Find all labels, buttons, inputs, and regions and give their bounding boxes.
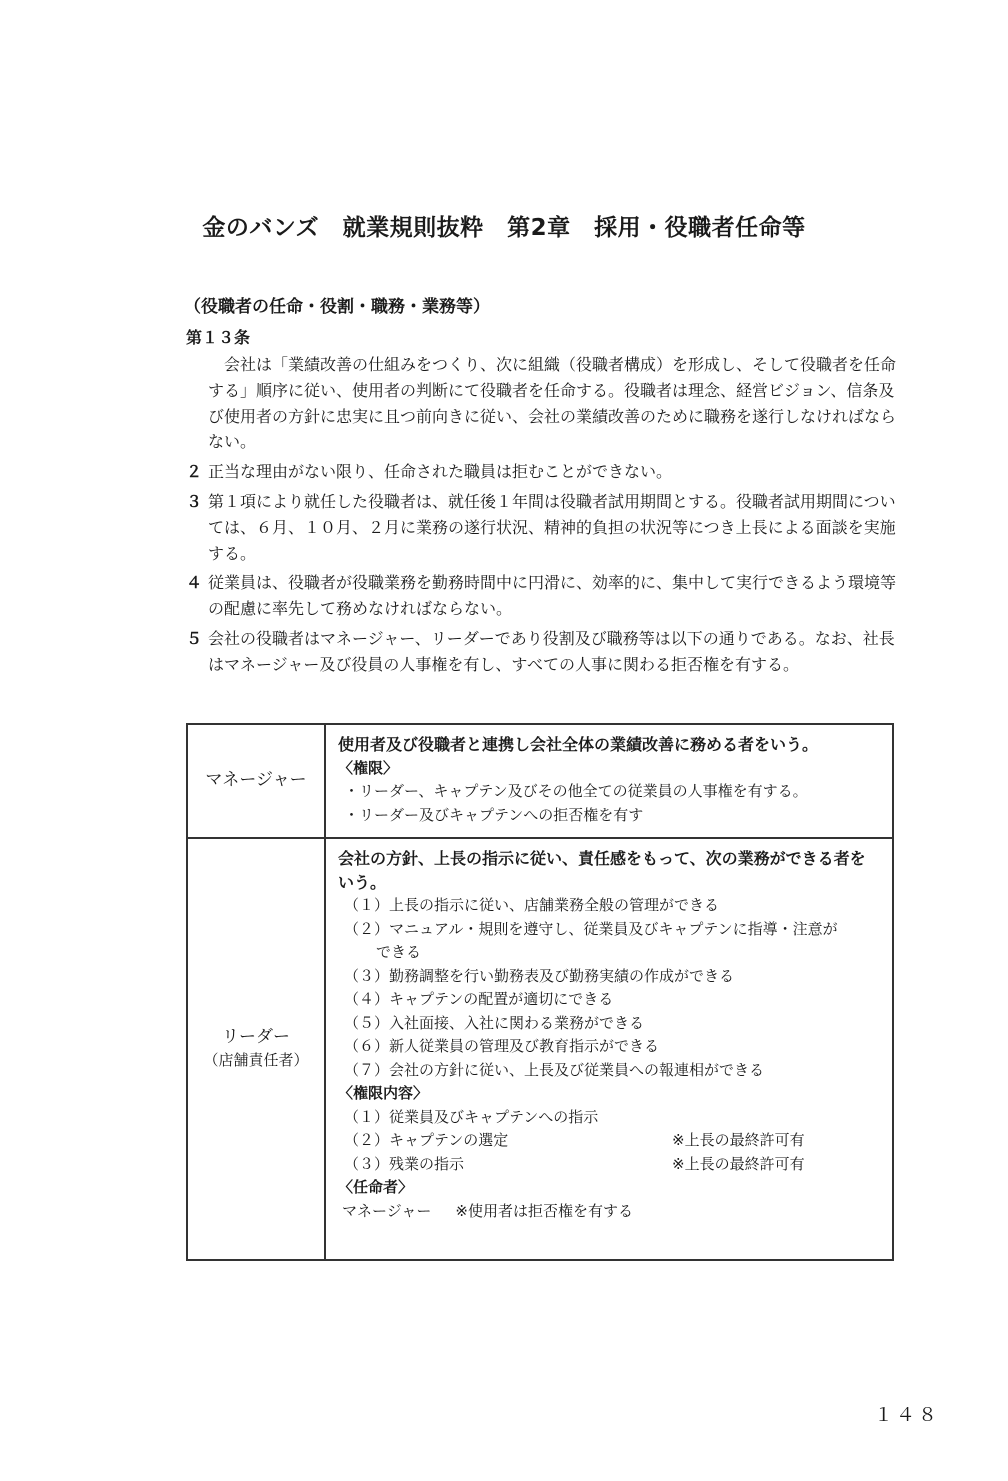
section-heading: （役職者の任命・役割・職務・業務等） [184, 297, 490, 317]
leader-authority-label: 〈権限内容〉 [338, 1084, 429, 1102]
clause-number: ２ [186, 462, 203, 482]
clause-list [186, 352, 898, 682]
manager-row [187, 724, 893, 838]
page-title: 金のバンズ 就業規則抜粋 第2章 採用・役職者任命等 [202, 215, 806, 241]
leader-name: リーダー [222, 1026, 290, 1047]
clause-number: ３ [186, 491, 203, 511]
manager-name: マネージャー [205, 770, 307, 791]
leader-description: 会社の方針、上長の指示に従い、責任感をもって、次の業務ができる者をいう。 [338, 849, 866, 892]
clause-4 [186, 570, 898, 622]
clause-text: 会社の役職者はマネージャー、リーダーであり役割及び職務等は以下の通りである。なお、社長はマネージャー及び役員の人事権を有し、すべての人事に関わる拒否権を有する。 [208, 628, 895, 674]
leader-duty-item: （３）勤務調整を行い勤務表及び勤務実績の作成ができる [344, 966, 735, 985]
leader-authority-item: （１）従業員及びキャプテンへの指示 [344, 1107, 599, 1126]
manager-name-cell [187, 724, 325, 838]
appointer-note: ※使用者は拒否権を有する [455, 1201, 633, 1220]
clause-1 [186, 352, 898, 455]
leader-duty-item: （５）入社面接、入社に関わる業務ができる [344, 1013, 645, 1032]
manager-desc-cell [325, 724, 893, 838]
clause-number: ４ [186, 573, 203, 593]
clause-text: 正当な理由がない限り、任命された職員は拒むことができない。 [208, 462, 673, 482]
appointer-name: マネージャー [342, 1201, 432, 1220]
leader-row [187, 838, 893, 1260]
leader-desc-cell [325, 838, 893, 1260]
clause-3 [186, 489, 898, 566]
spacer [338, 1223, 880, 1249]
manager-authority-label: 〈権限〉 [338, 758, 399, 777]
clause-text: 第１項により就任した役職者は、就任後１年間は役職者試用期間とする。役職者試用期間については、６月、１０月、２月に業務の遂行状況、精神的負担の状況等につき上長による面談を実施する。 [208, 491, 896, 563]
authority-text: （３）残業の指示 [344, 1154, 465, 1173]
leader-name-cell [187, 838, 325, 1260]
roles-table [186, 723, 894, 1261]
duty-text: （２）マニュアル・規則を遵守し、従業員及びキャプテンに指導・注意が [344, 919, 838, 938]
manager-description: 使用者及び役職者と連携し会社全体の業績改善に務める者をいう。 [338, 735, 819, 754]
leader-duty-item: （６）新人従業員の管理及び教育指示ができる [344, 1037, 660, 1055]
clause-text: 従業員は、役職者が役職業務を勤務時間中に円滑に、効率的に、集中して実行できるよう環境等の配慮に率先して務めなければならない。 [208, 573, 897, 619]
authority-text: （２）キャプテンの選定 [344, 1131, 509, 1149]
leader-duty-item: （４）キャプテンの配置が適切にできる [344, 990, 614, 1008]
authority-note: ※上長の最終許可有 [672, 1131, 805, 1149]
leader-appointer [338, 1200, 880, 1224]
leader-duty-item [338, 918, 880, 965]
clause-text: 会社は「業績改善の仕組みをつくり、次に組織（役職者構成）を形成し、そして役職者を任命する」順序に従い、使用者の判断にて役職者を任命する。役職者は理念、経営ビジョン、信条及び使用者の方針に忠実に且つ前向きに従い、会社の業績改善のために職務を遂行しなければならない。 [208, 355, 897, 452]
manager-authority-item: ・リーダー及びキャプテンへの拒否権を有す [344, 805, 644, 824]
article-number: 第１３条 [186, 328, 251, 347]
clause-5 [186, 626, 898, 678]
authority-note: ※上長の最終許可有 [672, 1154, 805, 1173]
leader-authority-item [338, 1129, 880, 1153]
manager-authority-item: ・リーダー、キャプテン及びその他全ての従業員の人事権を有する。 [344, 782, 808, 800]
clause-number: ５ [186, 628, 203, 648]
page-number: １４８ [874, 1404, 941, 1426]
leader-subtitle: （店舗責任者） [203, 1051, 309, 1069]
duty-continuation: できる [376, 943, 422, 961]
leader-duty-item: （１）上長の指示に従い、店舗業務全般の管理ができる [344, 896, 720, 914]
clause-2 [186, 459, 898, 485]
leader-authority-item [338, 1153, 880, 1177]
leader-duty-item: （７）会社の方針に従い、上長及び従業員への報連相ができる [344, 1060, 765, 1079]
leader-appointer-label: 〈任命者〉 [338, 1178, 414, 1196]
